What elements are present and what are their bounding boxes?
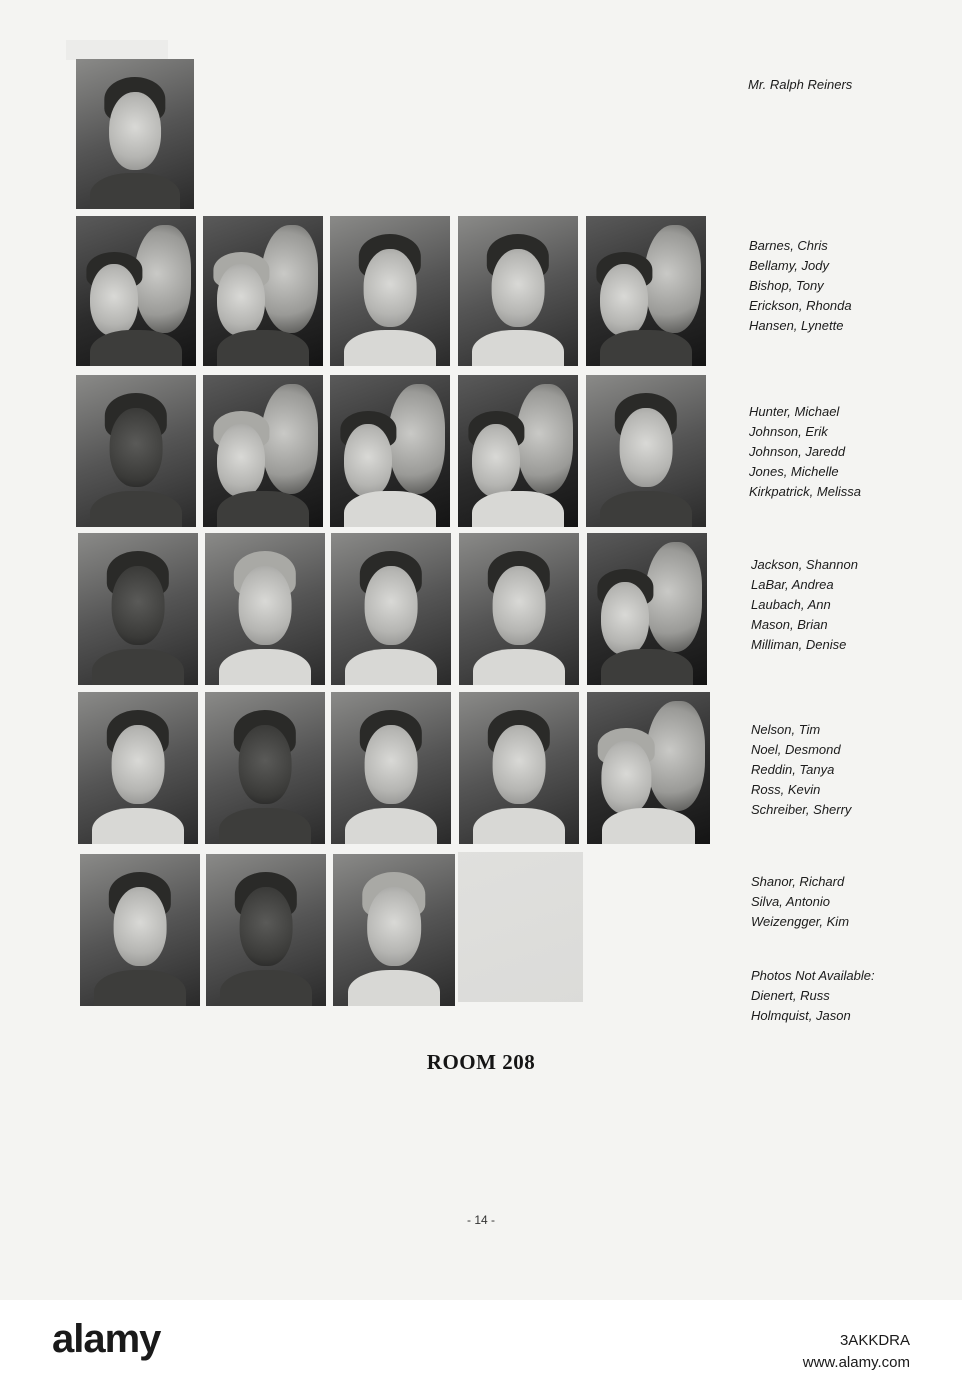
student-name: Silva, Antonio bbox=[751, 894, 831, 909]
student-name: Jackson, Shannon bbox=[751, 557, 858, 572]
student-portrait bbox=[458, 375, 578, 527]
student-name: Hansen, Lynette bbox=[749, 318, 844, 333]
student-portrait bbox=[206, 854, 326, 1006]
photos-not-available-list bbox=[751, 966, 875, 1026]
student-portrait bbox=[330, 375, 450, 527]
room-title: ROOM 208 bbox=[426, 1050, 536, 1074]
student-portrait bbox=[78, 692, 198, 844]
student-portrait bbox=[205, 533, 325, 685]
student-name: Ross, Kevin bbox=[751, 782, 821, 797]
name-list-row-4 bbox=[751, 720, 851, 820]
photos-not-available-heading: Photos Not Available: bbox=[751, 968, 875, 983]
alamy-logo: alamy bbox=[52, 1317, 161, 1361]
student-portrait bbox=[587, 533, 707, 685]
student-name: Nelson, Tim bbox=[751, 722, 821, 737]
teacher-portrait bbox=[76, 59, 194, 209]
student-name: Laubach, Ann bbox=[751, 597, 831, 612]
student-name: Jones, Michelle bbox=[749, 464, 839, 479]
student-portrait bbox=[586, 216, 706, 366]
student-name: Holmquist, Jason bbox=[751, 1008, 851, 1023]
student-portrait bbox=[76, 216, 196, 366]
student-portrait bbox=[203, 375, 323, 527]
page-number: - 14 - bbox=[466, 1213, 495, 1227]
name-list-row-5 bbox=[751, 872, 849, 932]
image-id: 3AKKDRA bbox=[839, 1332, 910, 1349]
student-name: Weizengger, Kim bbox=[751, 914, 850, 929]
student-portrait bbox=[80, 854, 200, 1006]
name-list-row-3 bbox=[751, 555, 858, 655]
student-name: Mason, Brian bbox=[751, 617, 828, 632]
student-portrait bbox=[458, 216, 578, 366]
student-name: Erickson, Rhonda bbox=[749, 298, 852, 313]
student-name: Dienert, Russ bbox=[751, 988, 830, 1003]
student-portrait bbox=[459, 692, 579, 844]
student-name: Schreiber, Sherry bbox=[751, 802, 852, 817]
placeholder-portrait bbox=[458, 852, 583, 1002]
student-portrait bbox=[203, 216, 323, 366]
student-name: Johnson, Erik bbox=[749, 424, 828, 439]
student-name: Barnes, Chris bbox=[749, 238, 828, 253]
student-portrait bbox=[331, 533, 451, 685]
bleed-through-shadow bbox=[66, 40, 168, 60]
student-name: Reddin, Tanya bbox=[751, 762, 835, 777]
student-name: Noel, Desmond bbox=[751, 742, 841, 757]
student-name: Shanor, Richard bbox=[751, 874, 845, 889]
name-list-row-2 bbox=[749, 402, 861, 502]
name-list-row-1 bbox=[749, 236, 852, 336]
student-portrait bbox=[78, 533, 198, 685]
student-portrait bbox=[333, 854, 455, 1006]
student-portrait bbox=[331, 692, 451, 844]
student-portrait bbox=[76, 375, 196, 527]
student-name: Johnson, Jaredd bbox=[749, 444, 846, 459]
student-portrait bbox=[586, 375, 706, 527]
teacher-name: Mr. Ralph Reiners bbox=[748, 77, 853, 92]
site-url: www.alamy.com bbox=[802, 1354, 910, 1371]
student-name: Milliman, Denise bbox=[751, 637, 847, 652]
student-name: LaBar, Andrea bbox=[751, 577, 834, 592]
student-portrait bbox=[330, 216, 450, 366]
student-name: Hunter, Michael bbox=[749, 404, 840, 419]
student-portrait bbox=[459, 533, 579, 685]
student-portrait bbox=[205, 692, 325, 844]
student-name: Kirkpatrick, Melissa bbox=[749, 484, 861, 499]
watermark-info bbox=[803, 1330, 910, 1374]
student-name: Bishop, Tony bbox=[749, 278, 824, 293]
student-name: Bellamy, Jody bbox=[749, 258, 829, 273]
student-portrait bbox=[587, 692, 710, 844]
